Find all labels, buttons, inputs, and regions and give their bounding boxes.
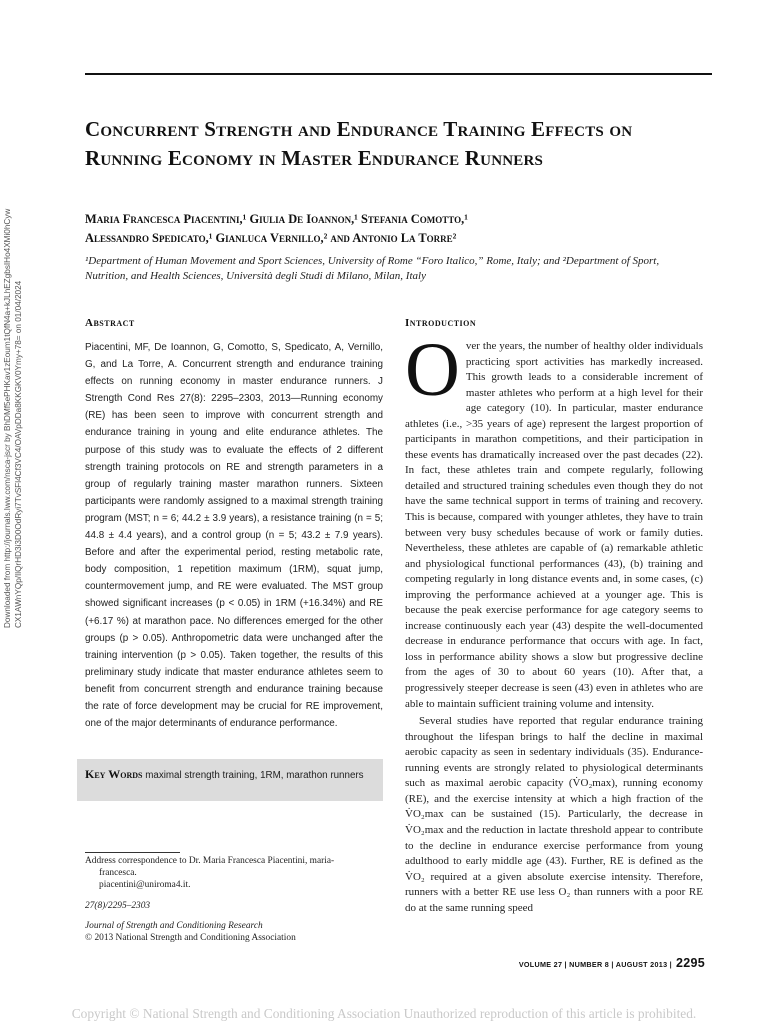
page-number: 2295 xyxy=(675,956,705,970)
keywords-label: Key Words xyxy=(85,767,143,781)
top-rule xyxy=(85,73,712,75)
author-list xyxy=(85,210,712,248)
introduction-paragraph-2: Several studies have reported that regular endurance training throughout the lifespan brings to half the decline in maximal aerobic capacity as seen in sedentary individuals (35). Endurance-running events are strongly related to physiological determinants such as maximal aerobic capacity (V̇O₂max), running economy (RE), and the exercise intensity at which a high fraction of the V̇O₂max can be sustained (15). Particularly, the decrease in V̇O₂max and the reduction in lactate threshold appear to contribute to the decline in endurance exercise performance from young adulthood to early middle age (43). Further, RE is defined as the V̇O₂ required at a given absolute exercise intensity. Therefore, runners with a better RE use less O₂ than runners with a poor RE do at the same running speed xyxy=(405,715,703,914)
download-note: Downloaded from http://journals.lww.com/nsca-jscr by BhDMf5ePHKav1zEoum1tQfN4a+kJLhEZgbsIHo4XMi0hCyw CX1AWnYQp/IlQrHD3i3D0OdRyi7TvSFl4Cf3VC4/OAVpDDa8KKGKV0Ymy+78= on 01/04/2024 xyxy=(3,208,23,628)
article-title: Concurrent Strength and Endurance Training Effects on Running Economy in Master Endurance Runners xyxy=(85,117,633,170)
author-line-2: Alessandro Spedicato,¹ Gianluca Vernillo,² and Antonio La Torre² xyxy=(85,231,457,245)
footnote-rule xyxy=(85,852,180,853)
correspondence-line-2: francesca. xyxy=(99,868,137,879)
abstract-heading: Abstract xyxy=(85,317,135,329)
drop-cap: O xyxy=(405,328,460,412)
citation-range: 27(8)/2295–2303 xyxy=(85,900,151,911)
abstract-section xyxy=(85,317,383,732)
introduction-section xyxy=(405,317,703,916)
introduction-paragraph-1 xyxy=(405,328,703,712)
keywords-box xyxy=(77,759,383,801)
page-footer xyxy=(485,956,705,970)
affiliations: ¹Department of Human Movement and Sport Sciences, University of Rome “Foro Italico,” Rome, Italy; and ²Department of Sport, Nutrition, and Health Sciences, Università degli Studi di Milano, Milan, Italy xyxy=(85,255,660,282)
author-line-1: Maria Francesca Piacentini,¹ Giulia De Ioannon,¹ Stefania Comotto,¹ xyxy=(85,212,468,226)
copyright-watermark: Copyright © National Strength and Conditioning Association Unauthorized reproduction of this article is prohibited. xyxy=(71,1006,697,1021)
journal-name: Journal of Strength and Conditioning Research xyxy=(85,920,263,931)
footnotes xyxy=(85,855,385,944)
keywords-text: maximal strength training, 1RM, marathon runners xyxy=(145,770,364,781)
correspondence-email[interactable]: piacentini@uniroma4.it. xyxy=(99,880,191,891)
journal-copyright: © 2013 National Strength and Conditioning Association xyxy=(85,933,296,944)
introduction-paragraph-1-text: ver the years, the number of healthy older individuals practicing sport activities has markedly increased. This growth leads to a considerable increment of master athletes who perform at a high level for their age category (10). In particular, master endurance athletes (i.e., >35 years of age) represent the largest proportion of participants in marathon competitions, and their participation in these events has dramatically increased over the past decades (22). In fact, these athletes train and compete regularly, following detailed and structured training schedules even though they do not have the same technical support in terms of training and recovery. This is because, compared with younger athletes, they have to train between very busy schedules because of work or family duties. Nevertheless, these athletes are capable of (a) remarkable athletic and physiological functional performances (43), (b) training and competing regularly in long distance events and, in some cases, (c) improving the performance achieved at a younger age. This is because the peak exercise performance for age category seems to increase continuously each year (43) despite the well-documented decrease in endurance performance that occurs with age. In fact, loss in performance ability shows a slow but progressive decline from the ages of 30 to about 60 years (10). After that, a progressively steeper decrease is seen (43) even in athletes who are able to maintain sufficient training volume and intensity. xyxy=(405,340,703,710)
download-watermark xyxy=(0,178,36,628)
correspondence-line: Address correspondence to Dr. Maria Francesca Piacentini, maria- xyxy=(85,856,335,866)
abstract-body: Piacentini, MF, De Ioannon, G, Comotto, S, Spedicato, A, Vernillo, G, and La Torre, A. Concurrent strength and endurance training effects on running economy in master endurance runners. J Strength Cond Res 27(8): 2295–2303, 2013—Running economy (RE) has been seen to improve with concurrent strength and endurance training in young and elite endurance athletes. The purpose of this study was to evaluate the effects of 2 different strength training protocols on RE and strength parameters in a group of regularly training master marathon runners. Sixteen participants were randomly assigned to a maximal strength training program (MST; n = 6; 44.2 ± 3.9 years), a resistance training (n = 5; 44.8 ± 4.4 years), and a control group (n = 5; 43.2 ± 7.9 years). Before and after the experimental period, resting metabolic rate, body composition, 1 repetition maximum (1RM), squat jump, countermovement jump, and RE were evaluated. The MST group showed significant increases (p < 0.05) in 1RM (+16.34%) and RE (+6.17 %) at marathon pace. No differences emerged for the other groups (p > 0.05). Anthropometric data were unchanged after the training intervention (p > 0.05). Taken together, the results of this preliminary study indicate that master endurance athletes seem to benefit from concurrent strength and endurance training because the rate of force development may be crucial for RE improvement, one of the major determinants of endurance performance. xyxy=(85,342,383,730)
introduction-heading: Introduction xyxy=(405,317,477,329)
issue-info: VOLUME 27 | NUMBER 8 | AUGUST 2013 | xyxy=(518,960,672,969)
